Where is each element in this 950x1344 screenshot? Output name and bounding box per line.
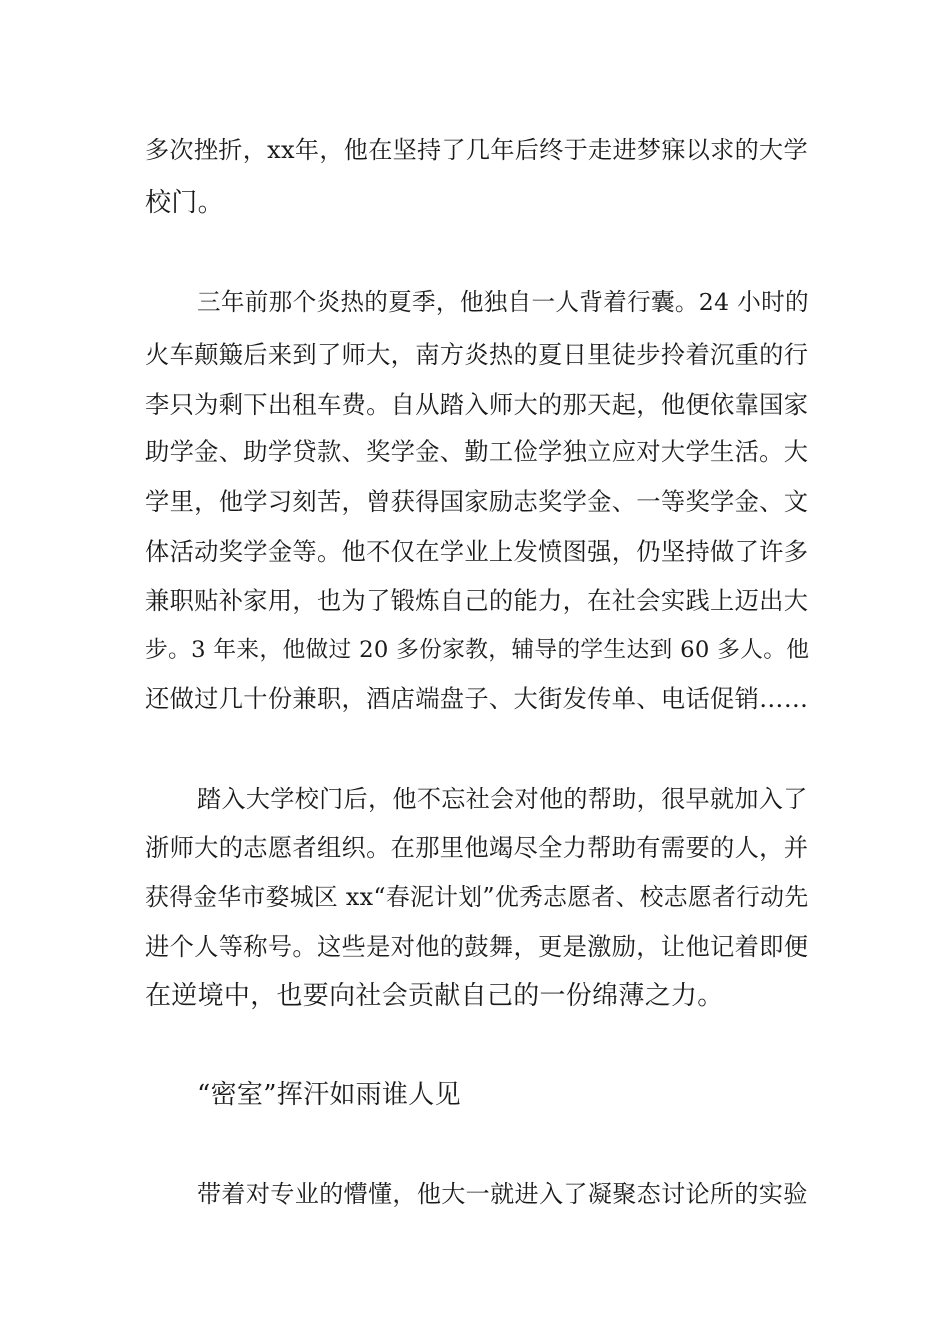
text-line: 校门。 <box>145 188 224 218</box>
text-line: 三年前那个炎热的夏季，他独自一人背着行囊。24 小时的 <box>197 288 809 316</box>
text-line: 还做过几十份兼职，酒店端盘子、大街发传单、电话促销…… <box>145 684 809 713</box>
text-line: 踏入大学校门后，他不忘社会对他的帮助，很早就加入了 <box>197 785 808 813</box>
text-line: 火车颠簸后来到了师大，南方炎热的夏日里徒步拎着沉重的行 <box>145 340 809 369</box>
text-line: 获得金华市婺城区 xx“春泥计划”优秀志愿者、校志愿者行动先 <box>145 883 809 911</box>
text-line: 李只为剩下出租车费。自从踏入师大的那天起，他便依靠国家 <box>145 390 809 419</box>
text-line: 兼职贴补家用，也为了锻炼自己的能力，在社会实践上迈出大 <box>145 586 809 615</box>
text-line: 在逆境中，也要向社会贡献自己的一份绵薄之力。 <box>145 981 724 1011</box>
text-line: 体活动奖学金等。他不仅在学业上发愤图强，仍坚持做了许多 <box>145 537 809 566</box>
section-heading: “密室”挥汗如雨谁人见 <box>197 1080 461 1110</box>
text-line: 助学金、助学贷款、奖学金、勤工俭学独立应对大学生活。大 <box>145 437 809 466</box>
text-line: 进个人等称号。这些是对他的鼓舞，更是激励，让他记着即便 <box>145 932 809 961</box>
text-line: 带着对专业的懵懂，他大一就进入了凝聚态讨论所的实验 <box>197 1180 808 1208</box>
text-line: 步。3 年来，他做过 20 多份家教，辅导的学生达到 60 多人。他 <box>145 637 810 663</box>
text-line: 多次挫折，xx年，他在坚持了几年后终于走进梦寐以求的大学 <box>145 136 808 164</box>
text-line: 浙师大的志愿者组织。在那里他竭尽全力帮助有需要的人，并 <box>145 833 809 862</box>
text-line: 学里，他学习刻苦，曾获得国家励志奖学金、一等奖学金、文 <box>145 487 809 516</box>
